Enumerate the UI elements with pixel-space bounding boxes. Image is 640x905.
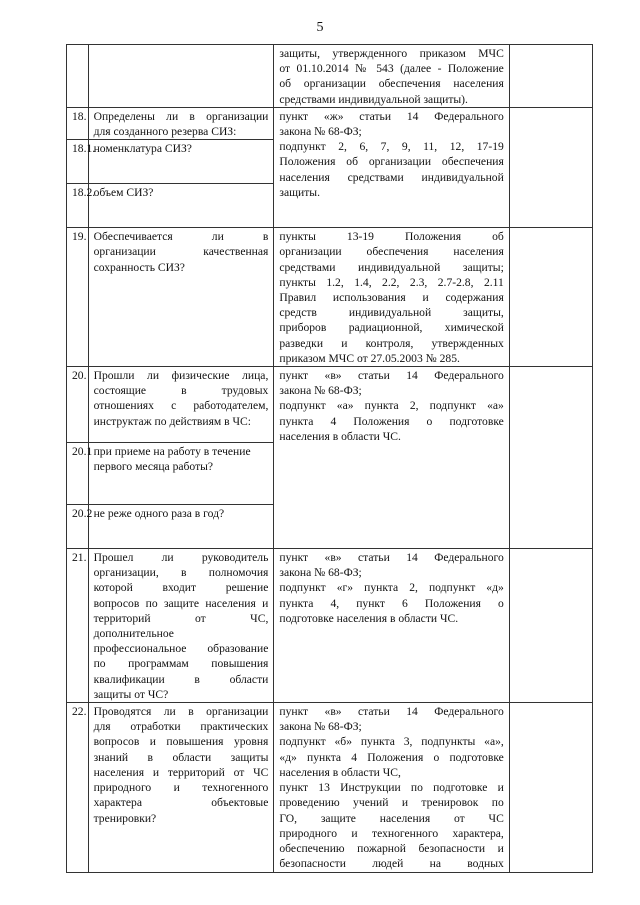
text-line: организации качественная	[93, 245, 269, 259]
text-line: отношениях с работодателем,	[93, 399, 269, 413]
item-number: 18.1.	[67, 140, 89, 184]
question-cell	[88, 443, 274, 505]
table-row	[67, 228, 593, 367]
text-line: средств индивидуальной защиты,	[279, 306, 504, 320]
item-number: 20.1	[67, 443, 89, 505]
text-line: квалификации в области	[93, 672, 269, 686]
question-cell	[88, 367, 274, 443]
text-line: пункт 13 Инструкции по подготовке и	[279, 781, 504, 795]
item-number: 19.	[67, 228, 89, 367]
reference-cell	[274, 45, 509, 108]
question-cell	[88, 505, 274, 549]
notes-cell	[509, 228, 592, 367]
text-line: дополнительное	[93, 627, 174, 641]
item-number: 21.	[67, 549, 89, 703]
text-line: характера объектовые	[93, 796, 269, 810]
text-line: Определены ли в организации	[93, 109, 269, 123]
text-line: которой входит решение	[93, 581, 269, 595]
text-line: приборов радиационной, химической	[279, 321, 504, 335]
reference-cell	[274, 107, 509, 227]
text-line: инструктаж по действиям в ЧС:	[93, 414, 252, 428]
text-line: пункт «ж» статьи 14 Федерального	[279, 109, 504, 123]
text-line: пункт «в» статьи 14 Федерального	[279, 551, 504, 565]
item-number	[67, 45, 89, 108]
table-row	[67, 703, 593, 873]
question-cell	[88, 703, 274, 873]
text-line: ГО, защите населения от ЧС	[279, 811, 504, 825]
text-line: при приеме на работу в течение	[93, 445, 251, 459]
text-line: пункт «в» статьи 14 Федерального	[279, 705, 504, 719]
text-line: по программам повышения	[93, 657, 269, 671]
text-line: подпункт 2, 6, 7, 9, 11, 12, 17-19	[279, 140, 504, 154]
table-row	[67, 549, 593, 703]
text-line: Правил использования и содержания	[279, 291, 504, 305]
text-line: сохранность СИЗ?	[93, 260, 185, 274]
text-line: не реже одного раза в год?	[93, 507, 225, 521]
text-line: безопасности людей на водных	[279, 857, 504, 871]
text-line: пункта 4, пункт 6 Положения о	[279, 596, 504, 610]
text-line: средствами индивидуальной защиты).	[279, 92, 468, 106]
text-line: защиты.	[279, 185, 320, 199]
text-line: подпункт «а» пункта 2, подпункт «а»	[279, 399, 504, 413]
reference-cell	[274, 228, 509, 367]
text-line: разведки и контроля, утвержденных	[279, 336, 504, 350]
text-line: населения средствами индивидуальной	[279, 170, 504, 184]
text-line: вопросов по защите населения и	[93, 596, 269, 610]
text-line: населения в области ЧС.	[279, 429, 401, 443]
text-line: средствами индивидуальной защиты;	[279, 260, 504, 274]
text-line: профессиональное образование	[93, 642, 269, 656]
text-line: знаний в области защиты	[93, 750, 269, 764]
item-number: 18.2.	[67, 184, 89, 228]
text-line: пункты 1.2, 1.4, 2.2, 2.3, 2.7-2.8, 2.11	[279, 275, 504, 289]
text-line: для отработки практических	[93, 720, 269, 734]
text-line: пункт «в» статьи 14 Федерального	[279, 369, 504, 383]
question-cell	[88, 228, 274, 367]
item-number: 18.	[67, 107, 89, 139]
reference-cell	[274, 703, 509, 873]
text-line: пункты 13-19 Положения об	[279, 230, 504, 244]
text-line: приказом МЧС от 27.05.2003 № 285.	[279, 351, 460, 365]
reference-cell	[274, 549, 509, 703]
text-line: от 01.10.2014 № 543 (далее - Положение	[279, 62, 504, 76]
text-line: проведению учений и тренировок по	[279, 796, 504, 810]
table-row	[67, 107, 593, 139]
text-line: об организации обеспечения населения	[279, 77, 504, 91]
item-number: 20.	[67, 367, 89, 443]
checklist-table	[66, 44, 593, 873]
text-line: закона № 68-ФЗ;	[279, 566, 362, 580]
notes-cell	[509, 703, 592, 873]
text-line: природного и техногенного характера,	[279, 826, 504, 840]
item-number: 22.	[67, 703, 89, 873]
text-line: вопросов и повышения уровня	[93, 735, 269, 749]
text-line: населения и территорий от ЧС	[93, 765, 269, 779]
reference-cell	[274, 367, 509, 549]
question-cell	[88, 140, 274, 184]
text-line: «д» пункта 4 Положения о подготовке	[279, 750, 504, 764]
question-cell	[88, 107, 274, 139]
text-line: территорий от ЧС,	[93, 611, 269, 625]
text-line: населения в области ЧС,	[279, 765, 401, 779]
text-line: обеспечению пожарной безопасности и	[279, 841, 504, 855]
text-line: тренировки?	[93, 811, 157, 825]
text-line: закона № 68-ФЗ;	[279, 384, 362, 398]
text-line: закона № 68-ФЗ;	[279, 720, 362, 734]
notes-cell	[509, 45, 592, 108]
text-line: пункта 4 Положения о подготовке	[279, 414, 504, 428]
text-line: закона № 68-ФЗ;	[279, 125, 362, 139]
text-line: защиты от ЧС?	[93, 687, 169, 701]
text-line: Проводятся ли в организации	[93, 705, 269, 719]
notes-cell	[509, 107, 592, 227]
text-line: первого месяца работы?	[93, 460, 214, 474]
text-line: номенклатура СИЗ?	[93, 142, 192, 156]
item-number: 20.2	[67, 505, 89, 549]
text-line: подпункт «г» пункта 2, подпункт «д»	[279, 581, 504, 595]
text-line: защиты, утвержденного приказом МЧС	[279, 47, 504, 60]
text-line: подпункт «б» пункта 3, подпункты «а»,	[279, 735, 504, 749]
text-line: состоящие в трудовых	[93, 384, 269, 398]
text-line: Прошел ли руководитель	[93, 551, 269, 565]
question-cell	[88, 45, 274, 108]
text-line: для созданного резерва СИЗ:	[93, 125, 237, 139]
question-cell	[88, 549, 274, 703]
table-row	[67, 45, 593, 108]
text-line: природного и техногенного	[93, 781, 269, 795]
text-line: Положения об организации обеспечения	[279, 155, 504, 169]
text-line: организации, в полномочия	[93, 566, 269, 580]
text-line: Обеспечивается ли в	[93, 230, 269, 244]
notes-cell	[509, 549, 592, 703]
question-cell	[88, 184, 274, 228]
text-line: подготовке населения в области ЧС.	[279, 611, 459, 625]
text-line: объем СИЗ?	[93, 186, 154, 200]
text-line: организации обеспечения населения	[279, 245, 504, 259]
notes-cell	[509, 367, 592, 549]
table-row	[67, 367, 593, 443]
page-number: 5	[316, 20, 324, 35]
text-line: Прошли ли физические лица,	[93, 369, 269, 383]
